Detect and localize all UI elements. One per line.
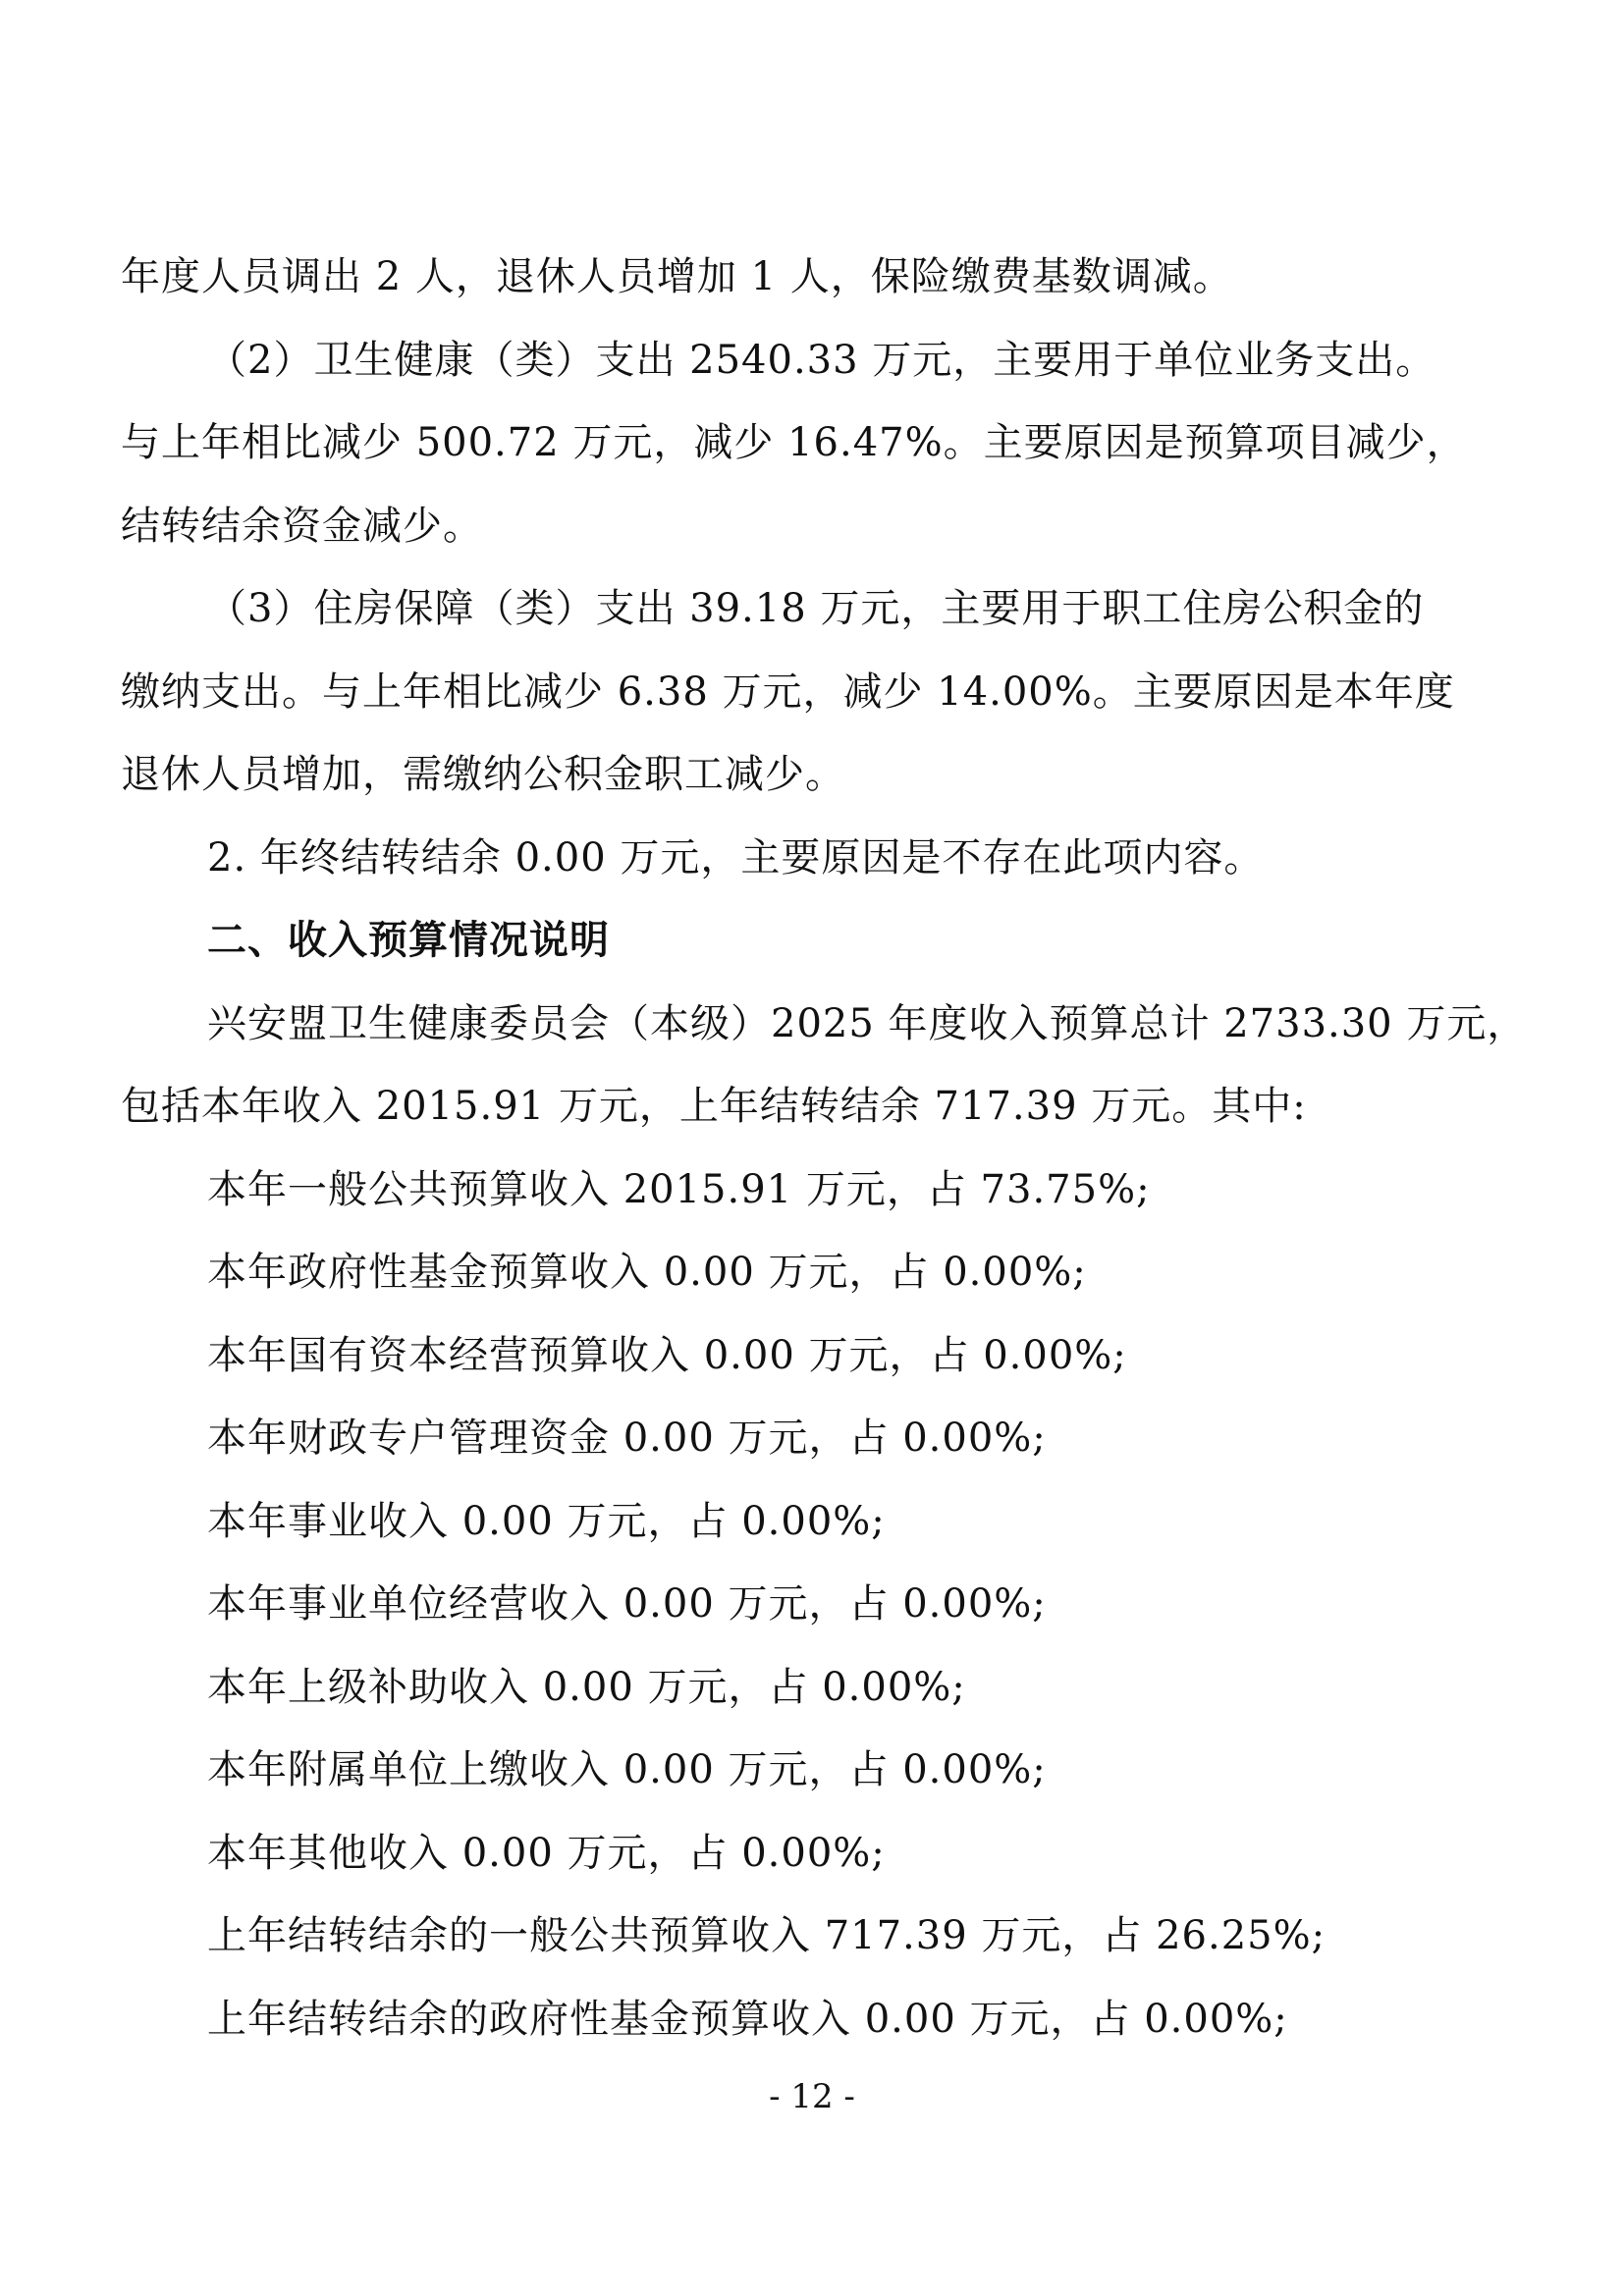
paragraph-line: 缴纳支出。与上年相比减少 6.38 万元，减少 14.00%。主要原因是本年度: [121, 668, 1455, 715]
paragraph-line: 退休人员增加，需缴纳公积金职工减少。: [121, 752, 845, 797]
list-item: 本年事业单位经营收入 0.00 万元，占 0.00%;: [207, 1581, 1047, 1627]
list-item: 本年政府性基金预算收入 0.00 万元，占 0.00%;: [207, 1250, 1087, 1295]
paragraph-line: 与上年相比减少 500.72 万元，减少 16.47%。主要原因是预算项目减少，: [121, 420, 1467, 465]
list-item: 本年附属单位上缴收入 0.00 万元，占 0.00%;: [207, 1747, 1047, 1792]
list-item: 本年上级补助收入 0.00 万元，占 0.00%;: [207, 1664, 966, 1710]
paragraph-line: （3）住房保障（类）支出 39.18 万元，主要用于职工住房公积金的: [207, 586, 1425, 631]
paragraph-line: 2. 年终结转结余 0.00 万元，主要原因是不存在此项内容。: [207, 834, 1265, 881]
list-item: 本年财政专户管理资金 0.00 万元，占 0.00%;: [207, 1415, 1047, 1461]
list-item: 上年结转结余的政府性基金预算收入 0.00 万元，占 0.00%;: [207, 1996, 1288, 2042]
paragraph-line: 结转结余资金减少。: [121, 503, 483, 549]
list-item: 本年国有资本经营预算收入 0.00 万元，占 0.00%;: [207, 1332, 1127, 1378]
paragraph-line: （2）卫生健康（类）支出 2540.33 万元，主要用于单位业务支出。: [207, 337, 1436, 383]
list-item: 本年事业收入 0.00 万元，占 0.00%;: [207, 1498, 886, 1544]
list-item: 上年结转结余的一般公共预算收入 717.39 万元，占 26.25%;: [207, 1913, 1326, 1958]
paragraph-line: 年度人员调出 2 人，退休人员增加 1 人，保险缴费基数调减。: [121, 254, 1233, 299]
list-item: 本年一般公共预算收入 2015.91 万元，占 73.75%;: [207, 1166, 1151, 1212]
section-heading: 二、收入预算情况说明: [207, 918, 610, 963]
page-number: - 12 -: [769, 2077, 855, 2116]
paragraph-line: 兴安盟卫生健康委员会（本级）2025 年度收入预算总计 2733.30 万元，: [207, 1000, 1528, 1046]
paragraph-line: 包括本年收入 2015.91 万元，上年结转结余 717.39 万元。其中:: [121, 1084, 1307, 1129]
list-item: 本年其他收入 0.00 万元，占 0.00%;: [207, 1830, 886, 1876]
body-text: [121, 236, 1528, 2060]
